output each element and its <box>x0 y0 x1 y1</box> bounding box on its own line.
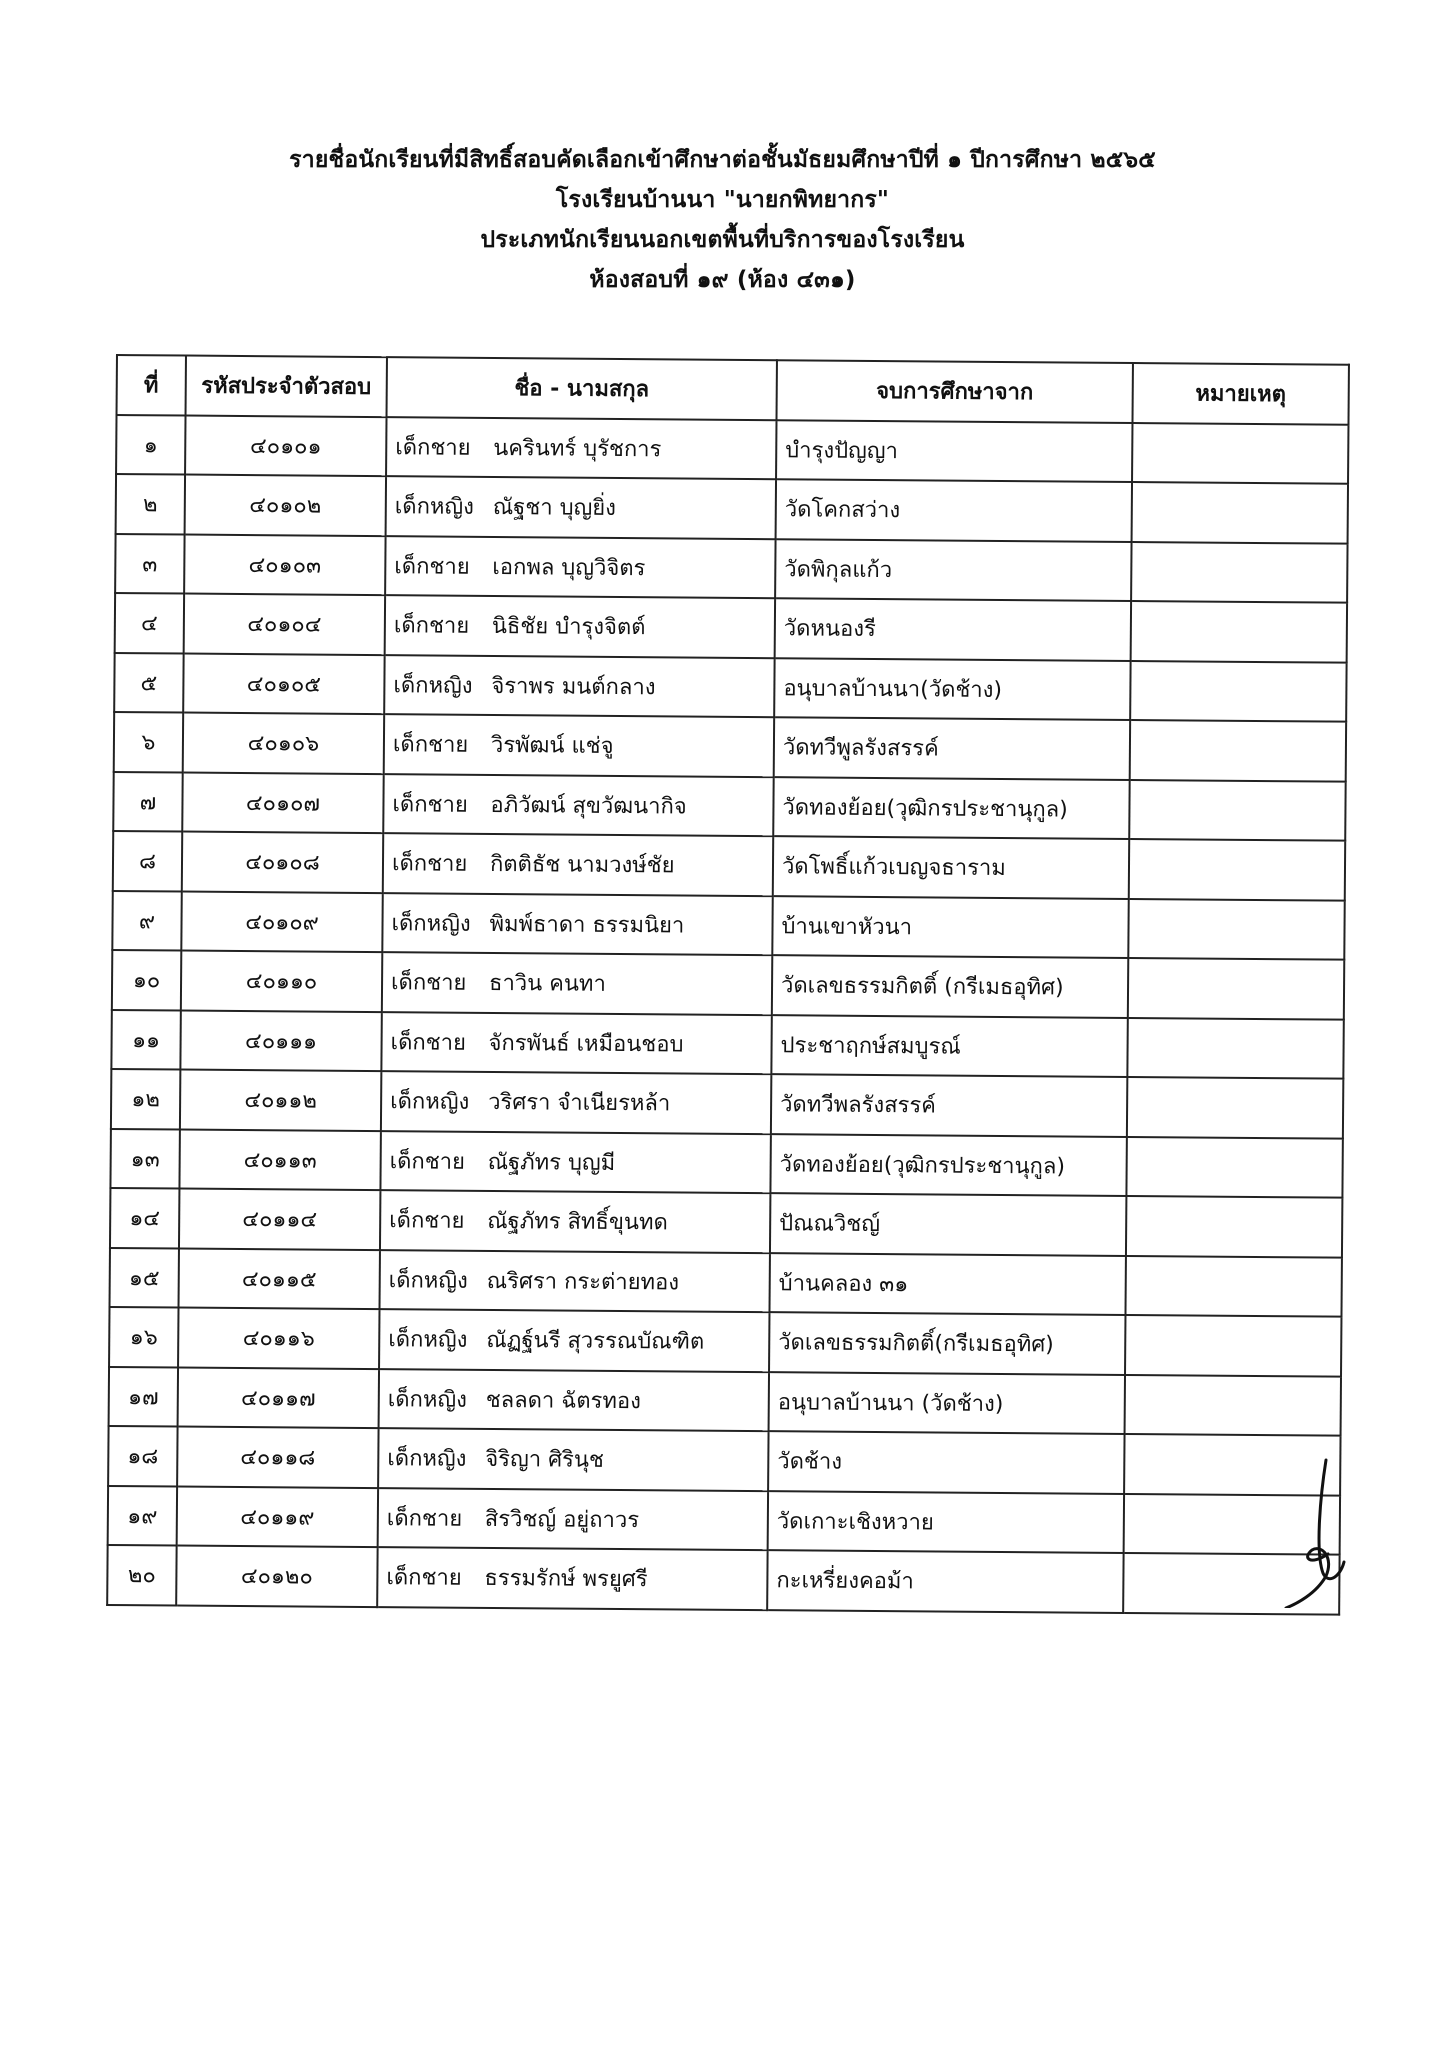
row-number: ๙ <box>112 890 181 950</box>
full-name <box>382 893 772 956</box>
full-name <box>386 417 776 480</box>
remarks <box>1131 541 1347 602</box>
table-row <box>112 890 1344 959</box>
name-prefix: เด็กหญิง <box>387 1386 468 1413</box>
graduated-from: วัดเลขธรรมกิตติ์ (กรีเมธอุทิศ) <box>772 955 1128 1017</box>
row-number: ๑ <box>116 415 185 475</box>
table-row <box>114 652 1346 721</box>
full-name <box>378 1428 768 1491</box>
school-name: โรงเรียนบ้านนา "นายกพิทยากร" <box>555 187 890 213</box>
name-prefix: เด็กชาย <box>393 613 470 640</box>
row-number: ๖ <box>114 712 183 772</box>
remarks <box>1130 720 1346 781</box>
graduated-from: ปัณณวิชญ์ <box>770 1193 1126 1255</box>
exam-id: ๔๐๑๒๐ <box>176 1546 377 1607</box>
remarks <box>1128 958 1344 1019</box>
full-name <box>381 1012 771 1075</box>
exam-id: ๔๐๑๐๙ <box>181 891 382 952</box>
student-category: ประเภทนักเรียนนอกเขตพื้นที่บริการของโรงเรียน <box>480 227 965 253</box>
row-number: ๓ <box>115 534 184 594</box>
table-row <box>112 950 1344 1019</box>
table-row <box>107 1545 1339 1614</box>
table-row <box>116 474 1348 543</box>
name-prefix: เด็กหญิง <box>391 910 471 937</box>
student-name: สิรวิชญ์ อยู่ถาวร <box>484 1506 640 1533</box>
table-header-row <box>117 355 1349 424</box>
graduated-from: วัดพิกุลแก้ว <box>775 539 1131 601</box>
exam-id: ๔๐๑๐๑ <box>185 415 386 476</box>
remarks <box>1129 779 1345 840</box>
name-prefix: เด็กชาย <box>389 1148 466 1175</box>
remarks <box>1125 1315 1341 1376</box>
full-name <box>379 1369 769 1432</box>
row-number: ๑๐ <box>112 950 181 1010</box>
remarks <box>1129 839 1345 900</box>
graduated-from: อนุบาลบ้านนา (วัดช้าง) <box>769 1372 1125 1434</box>
column-header-remarks: หมายเหตุ <box>1132 363 1348 424</box>
row-number: ๑๖ <box>109 1307 178 1367</box>
graduated-from: บ้านคลอง ๓๑ <box>769 1253 1125 1315</box>
name-prefix: เด็กชาย <box>390 1029 467 1056</box>
full-name <box>386 476 776 539</box>
document-header <box>0 140 1445 300</box>
exam-id: ๔๐๑๑๓ <box>179 1129 380 1190</box>
graduated-from: บำรุงปัญญา <box>776 420 1132 482</box>
exam-id: ๔๐๑๑๗ <box>178 1367 379 1428</box>
row-number: ๘ <box>113 831 182 891</box>
remarks <box>1128 898 1344 959</box>
student-name: อภิวัฒน์ สุขวัฒนากิจ <box>490 792 687 820</box>
column-header-full-name: ชื่อ - นามสกุล <box>387 357 777 420</box>
table-row <box>115 534 1347 603</box>
full-name <box>385 536 775 599</box>
column-header-graduated-from: จบการศึกษาจาก <box>777 360 1133 422</box>
full-name <box>377 1547 767 1610</box>
name-prefix: เด็กหญิง <box>387 1446 467 1473</box>
name-prefix: เด็กชาย <box>392 791 468 818</box>
student-name: นิธิชัย บำรุงจิตต์ <box>491 614 646 641</box>
table-row <box>114 712 1346 781</box>
exam-id: ๔๐๑๐๖ <box>183 713 384 774</box>
table-row <box>113 771 1345 840</box>
student-name: ณัฐภัทร สิทธิ์ขุนทด <box>487 1209 668 1236</box>
row-number: ๑๕ <box>110 1247 179 1307</box>
graduated-from: วัดช้าง <box>768 1431 1124 1493</box>
row-number: ๔ <box>115 593 184 653</box>
name-prefix: เด็กหญิง <box>388 1327 468 1354</box>
table-row <box>108 1426 1340 1495</box>
table-row <box>109 1307 1341 1376</box>
column-header-number: ที่ <box>117 355 186 415</box>
table-row <box>110 1188 1342 1257</box>
student-name: จักรพันธ์ เหมือนชอบ <box>488 1030 684 1058</box>
student-table-container <box>106 354 1347 1595</box>
graduated-from: วัดเกาะเชิงหวาย <box>768 1491 1124 1553</box>
full-name <box>383 774 773 837</box>
name-prefix: เด็กชาย <box>391 851 468 878</box>
table-row <box>111 1009 1343 1078</box>
name-prefix: เด็กชาย <box>389 1208 465 1235</box>
graduated-from: วัดทวีพลรังสรรค์ <box>771 1074 1127 1136</box>
graduated-from: วัดทองย้อย(วุฒิกรประชานุกูล) <box>770 1134 1126 1196</box>
student-name: จิราพร มนต์กลาง <box>491 673 656 700</box>
exam-id: ๔๐๑๐๔ <box>184 594 385 655</box>
exam-room: ห้องสอบที่ ๑๙ (ห้อง ๔๓๑) <box>589 267 856 293</box>
name-prefix: เด็กชาย <box>386 1505 463 1532</box>
exam-id: ๔๐๑๑๙ <box>177 1486 378 1547</box>
exam-id: ๔๐๑๑๘ <box>177 1427 378 1488</box>
table-row <box>115 593 1347 662</box>
remarks <box>1127 1017 1343 1078</box>
full-name <box>380 1190 770 1253</box>
full-name <box>384 655 774 718</box>
name-prefix: เด็กชาย <box>390 970 467 997</box>
row-number: ๒๐ <box>107 1545 176 1605</box>
full-name <box>380 1250 770 1313</box>
table-body <box>107 415 1348 1615</box>
remarks <box>1127 1077 1343 1138</box>
student-name: พิมพ์ธาดา ธรรมนิยา <box>489 911 685 939</box>
name-prefix: เด็กหญิง <box>388 1267 468 1294</box>
table-row <box>109 1366 1341 1435</box>
student-name: ณัฐภัทร บุญมี <box>487 1149 616 1176</box>
name-prefix: เด็กหญิง <box>393 672 473 699</box>
student-name: ธรรมรักษ์ พรยูศรี <box>484 1566 648 1593</box>
full-name <box>385 595 775 658</box>
exam-id: ๔๐๑๑๖ <box>178 1308 379 1369</box>
student-name: เอกพล บุญวิจิตร <box>492 554 646 581</box>
document-title: รายชื่อนักเรียนที่มีสิทธิ์สอบคัดเลือกเข้าศึกษาต่อชั้นมัธยมศึกษาปีที่ ๑ ปีการศึกษา ๒๕๖๕ <box>289 147 1156 173</box>
remarks <box>1132 422 1348 483</box>
full-name <box>379 1309 769 1372</box>
student-name: ธาวิน คนทา <box>488 971 606 998</box>
graduated-from: วัดทวีพูลรังสรรค์ <box>774 717 1130 779</box>
student-table <box>106 354 1350 1615</box>
graduated-from: อนุบาลบ้านนา(วัดช้าง) <box>774 658 1130 720</box>
student-name: ชลลดา ฉัตรทอง <box>485 1387 641 1414</box>
graduated-from: วัดโคกสว่าง <box>776 479 1132 541</box>
full-name <box>383 833 773 896</box>
table-row <box>110 1128 1342 1197</box>
row-number: ๑๒ <box>111 1069 180 1129</box>
remarks <box>1131 601 1347 662</box>
student-name: ณัฏฐ์นรี สุวรรณบัณฑิต <box>486 1328 705 1355</box>
exam-id: ๔๐๑๑๕ <box>179 1248 380 1309</box>
student-name: ณริศรา กระต่ายทอง <box>486 1268 680 1296</box>
row-number: ๑๙ <box>108 1485 177 1545</box>
row-number: ๑๔ <box>110 1188 179 1248</box>
student-name: วิรพัฒน์ แช่จู <box>490 733 614 760</box>
name-prefix: เด็กชาย <box>395 434 471 461</box>
full-name <box>380 1131 770 1194</box>
exam-id: ๔๐๑๐๕ <box>183 653 384 714</box>
full-name <box>378 1488 768 1551</box>
table-row <box>111 1069 1343 1138</box>
exam-id: ๔๐๑๑๔ <box>179 1189 380 1250</box>
remarks <box>1130 660 1346 721</box>
row-number: ๗ <box>113 771 182 831</box>
name-prefix: เด็กชาย <box>386 1565 462 1592</box>
exam-id: ๔๐๑๐๒ <box>185 475 386 536</box>
name-prefix: เด็กหญิง <box>394 494 475 521</box>
full-name <box>381 1071 771 1134</box>
table-row <box>110 1247 1342 1316</box>
exam-id: ๔๐๑๑๒ <box>180 1070 381 1131</box>
exam-id: ๔๐๑๐๓ <box>184 534 385 595</box>
name-prefix: เด็กชาย <box>392 732 469 759</box>
exam-id: ๔๐๑๐๘ <box>182 832 383 893</box>
full-name <box>382 952 772 1015</box>
student-name: ณัฐชา บุญยิ่ง <box>492 495 617 522</box>
row-number: ๑๑ <box>111 1009 180 1069</box>
table-row <box>116 415 1348 484</box>
graduated-from: กะเหรี่ยงคอม้า <box>767 1550 1123 1612</box>
student-name: จิริญา ศิรินุช <box>485 1447 604 1474</box>
remarks <box>1125 1374 1341 1435</box>
full-name <box>384 714 774 777</box>
remarks <box>1125 1255 1341 1316</box>
table-row <box>108 1485 1340 1554</box>
signature-mark <box>1282 1458 1348 1608</box>
student-name: วริศรา จำเนียรหล้า <box>488 1090 671 1117</box>
exam-id: ๔๐๑๐๗ <box>182 772 383 833</box>
exam-id: ๔๐๑๑๑ <box>180 1010 381 1071</box>
name-prefix: เด็กชาย <box>394 553 470 580</box>
graduated-from: วัดหนองรี <box>775 598 1131 660</box>
remarks <box>1126 1196 1342 1257</box>
student-name: กิตติธัช นามวงษ์ชัย <box>489 852 675 879</box>
column-header-exam-id: รหัสประจำตัวสอบ <box>186 356 387 417</box>
student-name: นครินทร์ บุรัชการ <box>493 435 662 463</box>
row-number: ๑๓ <box>110 1128 179 1188</box>
graduated-from: บ้านเขาหัวนา <box>772 896 1128 958</box>
row-number: ๑๘ <box>108 1426 177 1486</box>
row-number: ๒ <box>116 474 185 534</box>
graduated-from: วัดทองย้อย(วุฒิกรประชานุกูล) <box>773 777 1129 839</box>
table-row <box>113 831 1345 900</box>
graduated-from: ประชาฤกษ์สมบูรณ์ <box>771 1015 1127 1077</box>
remarks <box>1126 1136 1342 1197</box>
graduated-from: วัดโพธิ์แก้วเบญจธาราม <box>773 836 1129 898</box>
row-number: ๕ <box>114 652 183 712</box>
name-prefix: เด็กหญิง <box>390 1089 470 1116</box>
exam-id: ๔๐๑๑๐ <box>181 951 382 1012</box>
remarks <box>1132 482 1348 543</box>
graduated-from: วัดเลขธรรมกิตติ์(กรีเมธอุทิศ) <box>769 1312 1125 1374</box>
row-number: ๑๗ <box>109 1366 178 1426</box>
